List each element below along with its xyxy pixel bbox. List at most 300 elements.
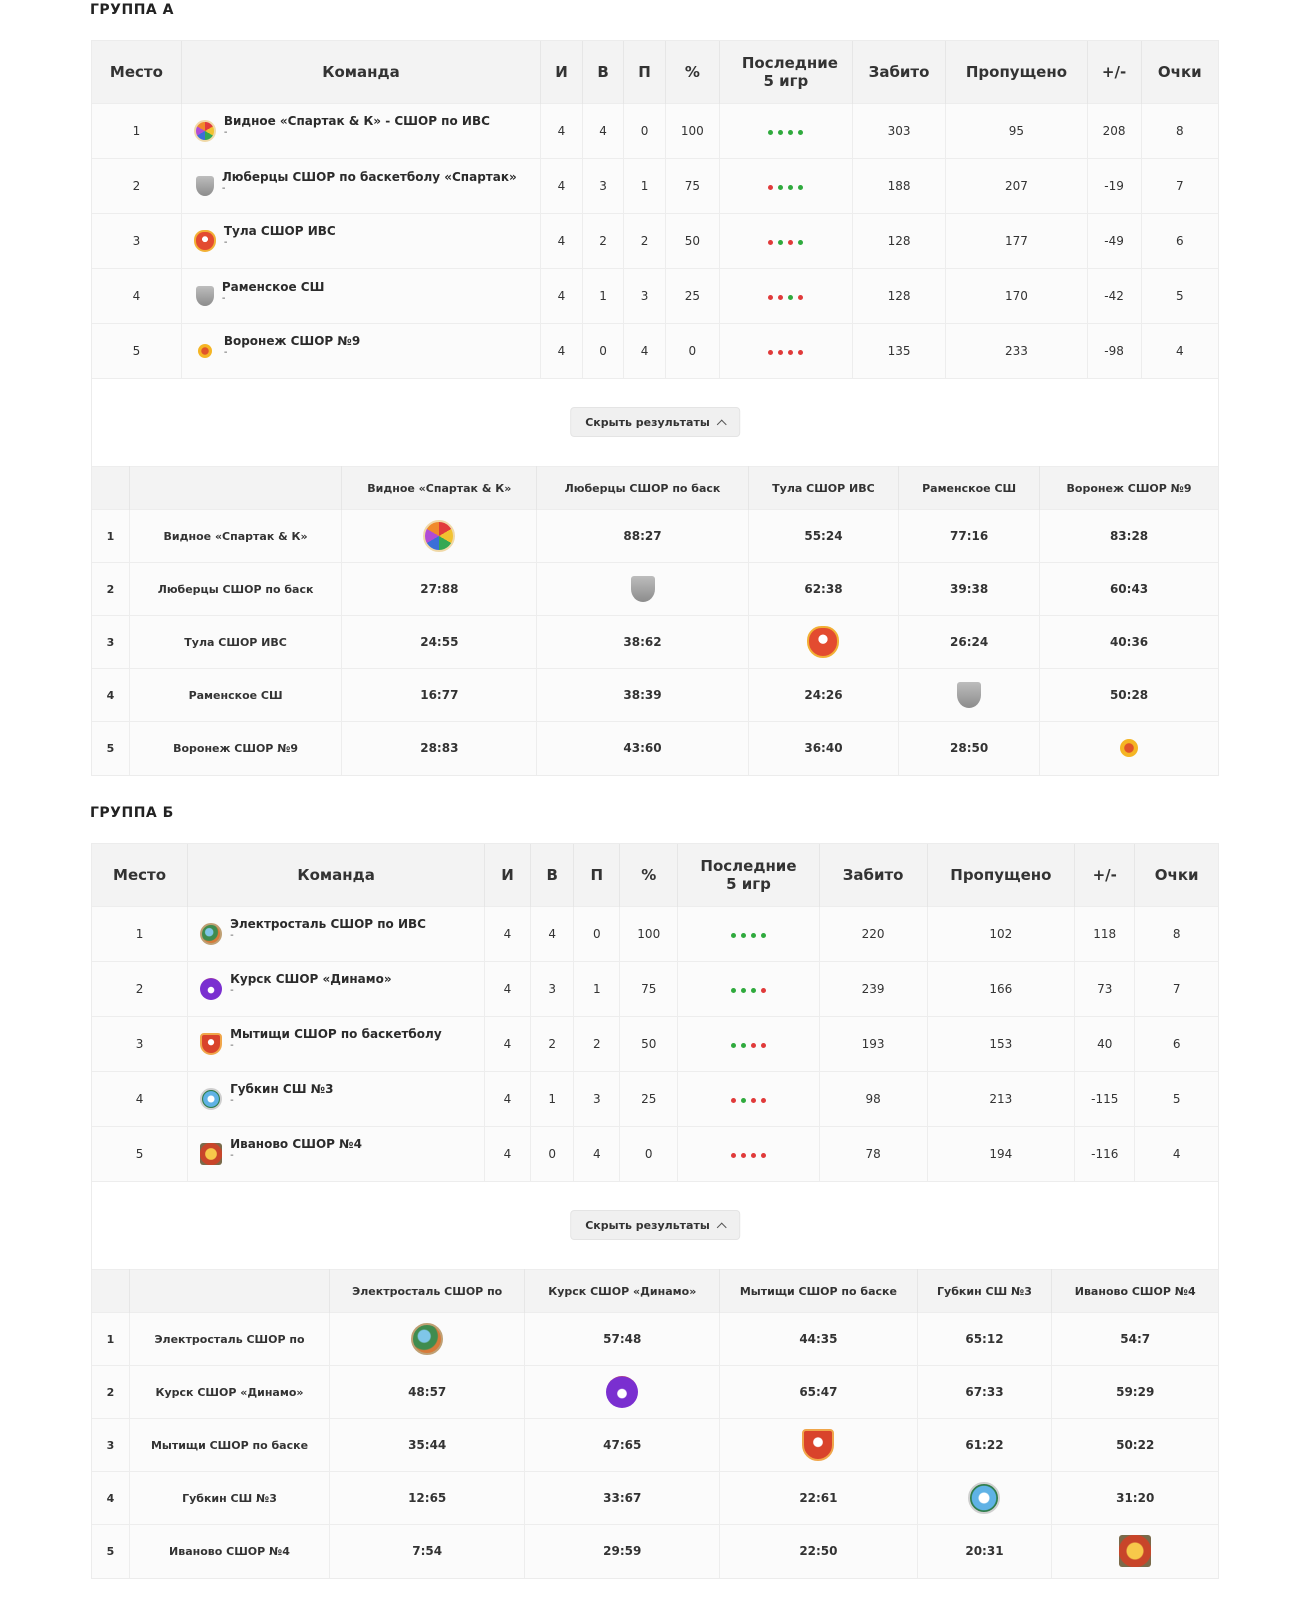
team-cell xyxy=(181,158,540,213)
place-cell: 5 xyxy=(92,1126,188,1181)
match-score[interactable]: 67:33 xyxy=(917,1366,1052,1419)
matrix-self-cell xyxy=(1040,722,1218,775)
win-dot-icon xyxy=(731,988,736,993)
diff-cell: -116 xyxy=(1075,1126,1135,1181)
match-score[interactable]: 50:22 xyxy=(1052,1419,1218,1472)
hide-results-button[interactable] xyxy=(570,1210,740,1240)
losses-cell: 4 xyxy=(574,1126,620,1181)
team-subtitle: - xyxy=(230,929,234,941)
match-score[interactable]: 22:50 xyxy=(720,1525,917,1578)
conceded-cell: 166 xyxy=(927,961,1075,1016)
matrix-row xyxy=(92,563,1218,616)
games-cell: 4 xyxy=(485,961,531,1016)
games-cell: 4 xyxy=(485,906,531,961)
win-dot-icon xyxy=(731,1043,736,1048)
team-logo-icon xyxy=(200,1033,222,1055)
team-name-link[interactable]: Курск СШОР «Динамо» xyxy=(230,971,392,986)
match-score[interactable]: 39:38 xyxy=(899,563,1040,616)
match-score[interactable]: 77:16 xyxy=(899,510,1040,563)
matrix-row xyxy=(92,669,1218,722)
pct-cell: 75 xyxy=(665,158,719,213)
wins-cell: 0 xyxy=(530,1126,574,1181)
loss-dot-icon xyxy=(741,1153,746,1158)
points-cell: 5 xyxy=(1141,268,1218,323)
games-cell: 4 xyxy=(541,103,583,158)
points-cell: 4 xyxy=(1135,1126,1218,1181)
form-cell xyxy=(678,906,819,961)
team-subtitle: - xyxy=(230,984,234,996)
wins-cell: 1 xyxy=(530,1071,574,1126)
chevron-up-icon xyxy=(716,1222,726,1232)
match-score[interactable]: 16:77 xyxy=(342,669,537,722)
wins-cell: 4 xyxy=(530,906,574,961)
header-pct[interactable]: % xyxy=(665,41,719,103)
scored-cell: 220 xyxy=(819,906,927,961)
team-logo-icon xyxy=(200,1143,222,1165)
conceded-cell: 213 xyxy=(927,1071,1075,1126)
match-score[interactable]: 48:57 xyxy=(330,1366,525,1419)
matrix-team-name[interactable]: Раменское СШ xyxy=(129,669,342,722)
team-cell xyxy=(181,268,540,323)
loss-dot-icon xyxy=(761,1043,766,1048)
loss-dot-icon xyxy=(768,240,773,245)
team-subtitle: - xyxy=(230,1094,234,1106)
points-cell: 7 xyxy=(1141,158,1218,213)
results-matrix xyxy=(92,1269,1218,1578)
form-cell xyxy=(678,1126,819,1181)
header-team[interactable]: Команда xyxy=(188,844,485,906)
hide-results-label: Скрыть результаты xyxy=(585,415,710,429)
win-dot-icon xyxy=(788,185,793,190)
match-score[interactable]: 36:40 xyxy=(748,722,898,775)
match-score[interactable]: 28:50 xyxy=(899,722,1040,775)
match-score[interactable]: 44:35 xyxy=(720,1313,917,1366)
header-conceded[interactable]: Пропущено xyxy=(946,41,1087,103)
team-logo-icon xyxy=(411,1323,443,1355)
team-cell xyxy=(188,1126,485,1181)
team-logo-icon xyxy=(957,682,981,708)
header-diff[interactable]: +/- xyxy=(1087,41,1141,103)
loss-dot-icon xyxy=(761,988,766,993)
pct-cell: 0 xyxy=(665,323,719,378)
losses-cell: 3 xyxy=(574,1071,620,1126)
header-pct[interactable]: % xyxy=(620,844,678,906)
team-logo-icon xyxy=(423,520,455,552)
table-row[interactable] xyxy=(92,323,1218,378)
header-last5[interactable]: Последние 5 игр xyxy=(719,41,852,103)
form-cell xyxy=(678,961,819,1016)
scored-cell: 239 xyxy=(819,961,927,1016)
matrix-row xyxy=(92,1472,1218,1525)
win-dot-icon xyxy=(741,1043,746,1048)
matrix-place: 3 xyxy=(92,1419,129,1472)
match-score[interactable]: 33:67 xyxy=(525,1472,720,1525)
place-cell: 4 xyxy=(92,1071,188,1126)
match-score[interactable]: 47:65 xyxy=(525,1419,720,1472)
points-cell: 8 xyxy=(1135,906,1218,961)
matrix-team-name[interactable]: Мытищи СШОР по баске xyxy=(129,1419,329,1472)
match-score[interactable]: 28:83 xyxy=(342,722,537,775)
matrix-team-name[interactable]: Тула СШОР ИВС xyxy=(129,616,342,669)
points-cell: 6 xyxy=(1135,1016,1218,1071)
win-dot-icon xyxy=(741,988,746,993)
team-subtitle: - xyxy=(230,1149,234,1161)
pct-cell: 100 xyxy=(665,103,719,158)
header-losses[interactable]: П xyxy=(624,41,666,103)
matrix-header-team: Электросталь СШОР по xyxy=(330,1270,525,1313)
diff-cell: -115 xyxy=(1075,1071,1135,1126)
match-score[interactable]: 62:38 xyxy=(748,563,898,616)
team-subtitle: - xyxy=(223,126,228,138)
wins-cell: 0 xyxy=(582,323,624,378)
match-score[interactable]: 38:39 xyxy=(537,669,749,722)
toggle-area xyxy=(92,1181,1218,1269)
win-dot-icon xyxy=(778,185,783,190)
matrix-team-name[interactable]: Люберцы СШОР по баск xyxy=(129,563,342,616)
matrix-row xyxy=(92,1313,1218,1366)
matrix-row xyxy=(92,1525,1218,1578)
matrix-team-name[interactable]: Электросталь СШОР по xyxy=(129,1313,329,1366)
team-name-link[interactable]: Мытищи СШОР по баскетболу xyxy=(230,1026,442,1041)
matrix-team-name[interactable]: Иваново СШОР №4 xyxy=(129,1525,329,1578)
pct-cell: 50 xyxy=(665,213,719,268)
team-subtitle: - xyxy=(221,182,226,194)
games-cell: 4 xyxy=(541,268,583,323)
matrix-row xyxy=(92,510,1218,563)
header-place[interactable]: Место xyxy=(92,41,181,103)
loss-dot-icon xyxy=(778,295,783,300)
loss-dot-icon xyxy=(798,350,803,355)
team-logo-icon xyxy=(196,286,214,306)
team-logo-icon xyxy=(200,1088,222,1110)
match-score[interactable]: 20:31 xyxy=(917,1525,1052,1578)
team-name-link[interactable]: Электросталь СШОР по ИВС xyxy=(230,916,426,931)
points-cell: 8 xyxy=(1141,103,1218,158)
form-cell xyxy=(719,103,852,158)
matrix-place: 2 xyxy=(92,1366,129,1419)
points-cell: 5 xyxy=(1135,1071,1218,1126)
team-name-link[interactable]: Воронеж СШОР №9 xyxy=(223,333,361,348)
team-cell xyxy=(188,1016,485,1071)
matrix-row xyxy=(92,1419,1218,1472)
loss-dot-icon xyxy=(798,295,803,300)
win-dot-icon xyxy=(798,240,803,245)
table-row[interactable] xyxy=(92,1126,1218,1181)
table-row[interactable] xyxy=(92,1071,1218,1126)
games-cell: 4 xyxy=(485,1016,531,1071)
matrix-header-team: Раменское СШ xyxy=(899,467,1040,510)
hide-results-label: Скрыть результаты xyxy=(585,1218,710,1232)
matrix-self-cell xyxy=(1052,1525,1218,1578)
match-score[interactable]: 65:47 xyxy=(720,1366,917,1419)
team-name-link[interactable]: Иваново СШОР №4 xyxy=(230,1136,362,1151)
scored-cell: 128 xyxy=(852,268,945,323)
matrix-header-empty xyxy=(92,1270,129,1313)
team-name-link[interactable]: Люберцы СШОР по баскетболу «Спартак» xyxy=(221,169,517,184)
diff-cell: 40 xyxy=(1075,1016,1135,1071)
win-dot-icon xyxy=(778,240,783,245)
matrix-self-cell xyxy=(917,1472,1052,1525)
header-games[interactable]: И xyxy=(485,844,531,906)
loss-dot-icon xyxy=(731,1153,736,1158)
wins-cell: 2 xyxy=(530,1016,574,1071)
matrix-row xyxy=(92,616,1218,669)
matrix-place: 3 xyxy=(92,616,129,669)
table-row[interactable] xyxy=(92,213,1218,268)
team-logo-icon xyxy=(1120,739,1138,757)
match-score[interactable]: 24:26 xyxy=(748,669,898,722)
table-row[interactable] xyxy=(92,961,1218,1016)
table-row[interactable] xyxy=(92,906,1218,961)
team-cell xyxy=(188,961,485,1016)
matrix-place: 5 xyxy=(92,1525,129,1578)
header-losses[interactable]: П xyxy=(574,844,620,906)
header-points[interactable]: Очки xyxy=(1135,844,1218,906)
match-score[interactable]: 59:29 xyxy=(1052,1366,1218,1419)
points-cell: 6 xyxy=(1141,213,1218,268)
conceded-cell: 177 xyxy=(946,213,1087,268)
standings-table xyxy=(92,41,1218,378)
win-dot-icon xyxy=(798,185,803,190)
loss-dot-icon xyxy=(768,295,773,300)
matrix-place: 5 xyxy=(92,722,129,775)
table-row[interactable] xyxy=(92,268,1218,323)
matrix-row xyxy=(92,722,1218,775)
group-b-title: ГРУППА Б xyxy=(90,805,174,821)
loss-dot-icon xyxy=(788,350,793,355)
table-row[interactable] xyxy=(92,158,1218,213)
match-score[interactable]: 43:60 xyxy=(537,722,749,775)
form-cell xyxy=(719,268,852,323)
match-score[interactable]: 57:48 xyxy=(525,1313,720,1366)
pct-cell: 50 xyxy=(620,1016,678,1071)
match-score[interactable]: 12:65 xyxy=(330,1472,525,1525)
team-logo-icon xyxy=(196,176,214,196)
match-score[interactable]: 38:62 xyxy=(537,616,749,669)
place-cell: 3 xyxy=(92,213,181,268)
match-score[interactable]: 27:88 xyxy=(342,563,537,616)
scored-cell: 98 xyxy=(819,1071,927,1126)
team-logo-icon xyxy=(200,978,222,1000)
win-dot-icon xyxy=(778,130,783,135)
conceded-cell: 207 xyxy=(946,158,1087,213)
win-dot-icon xyxy=(751,933,756,938)
header-diff[interactable]: +/- xyxy=(1075,844,1135,906)
match-score[interactable]: 7:54 xyxy=(330,1525,525,1578)
match-score[interactable]: 60:43 xyxy=(1040,563,1218,616)
match-score[interactable]: 26:24 xyxy=(899,616,1040,669)
match-score[interactable]: 31:20 xyxy=(1052,1472,1218,1525)
losses-cell: 1 xyxy=(574,961,620,1016)
place-cell: 4 xyxy=(92,268,181,323)
matrix-self-cell xyxy=(748,616,898,669)
diff-cell: 118 xyxy=(1075,906,1135,961)
scored-cell: 135 xyxy=(852,323,945,378)
scored-cell: 193 xyxy=(819,1016,927,1071)
team-name-link[interactable]: Губкин СШ №3 xyxy=(230,1081,334,1096)
matrix-self-cell xyxy=(720,1419,917,1472)
win-dot-icon xyxy=(768,130,773,135)
conceded-cell: 170 xyxy=(946,268,1087,323)
team-logo-icon xyxy=(200,923,222,945)
team-logo-icon xyxy=(198,344,212,358)
team-cell xyxy=(181,323,540,378)
matrix-team-name[interactable]: Курск СШОР «Динамо» xyxy=(129,1366,329,1419)
hide-results-button[interactable] xyxy=(570,407,740,437)
match-score[interactable]: 54:7 xyxy=(1052,1313,1218,1366)
scored-cell: 78 xyxy=(819,1126,927,1181)
match-score[interactable]: 83:28 xyxy=(1040,510,1218,563)
pct-cell: 25 xyxy=(665,268,719,323)
losses-cell: 2 xyxy=(624,213,666,268)
form-cell xyxy=(719,323,852,378)
wins-cell: 3 xyxy=(582,158,624,213)
team-logo-icon xyxy=(606,1376,638,1408)
match-score[interactable]: 88:27 xyxy=(537,510,749,563)
matrix-header-team: Воронеж СШОР №9 xyxy=(1040,467,1218,510)
conceded-cell: 95 xyxy=(946,103,1087,158)
team-logo-icon xyxy=(802,1429,834,1461)
chevron-up-icon xyxy=(716,419,726,429)
group-b-block xyxy=(91,843,1219,1579)
win-dot-icon xyxy=(751,988,756,993)
conceded-cell: 102 xyxy=(927,906,1075,961)
match-score[interactable]: 55:24 xyxy=(748,510,898,563)
wins-cell: 3 xyxy=(530,961,574,1016)
place-cell: 3 xyxy=(92,1016,188,1071)
team-name-link[interactable]: Тула СШОР ИВС xyxy=(223,223,336,238)
loss-dot-icon xyxy=(751,1153,756,1158)
scored-cell: 128 xyxy=(852,213,945,268)
team-cell xyxy=(181,213,540,268)
losses-cell: 4 xyxy=(624,323,666,378)
matrix-self-cell xyxy=(537,563,749,616)
header-points[interactable]: Очки xyxy=(1141,41,1218,103)
team-logo-icon xyxy=(631,576,655,602)
matrix-header-team: Курск СШОР «Динамо» xyxy=(525,1270,720,1313)
loss-dot-icon xyxy=(731,1098,736,1103)
match-score[interactable]: 40:36 xyxy=(1040,616,1218,669)
form-cell xyxy=(678,1071,819,1126)
matrix-header-empty xyxy=(129,467,342,510)
matrix-place: 1 xyxy=(92,510,129,563)
pct-cell: 25 xyxy=(620,1071,678,1126)
team-logo-icon xyxy=(968,1482,1000,1514)
place-cell: 5 xyxy=(92,323,181,378)
points-cell: 7 xyxy=(1135,961,1218,1016)
match-score[interactable]: 24:55 xyxy=(342,616,537,669)
win-dot-icon xyxy=(741,933,746,938)
loss-dot-icon xyxy=(778,350,783,355)
matrix-header-team: Мытищи СШОР по баске xyxy=(720,1270,917,1313)
header-scored[interactable]: Забито xyxy=(819,844,927,906)
scored-cell: 303 xyxy=(852,103,945,158)
matrix-place: 2 xyxy=(92,563,129,616)
diff-cell: -42 xyxy=(1087,268,1141,323)
standings-table xyxy=(92,844,1218,1181)
losses-cell: 1 xyxy=(624,158,666,213)
header-last5[interactable]: Последние 5 игр xyxy=(678,844,819,906)
matrix-place: 4 xyxy=(92,669,129,722)
match-score[interactable]: 35:44 xyxy=(330,1419,525,1472)
matrix-header-team: Люберцы СШОР по баск xyxy=(537,467,749,510)
games-cell: 4 xyxy=(541,213,583,268)
diff-cell: -49 xyxy=(1087,213,1141,268)
team-logo-icon xyxy=(807,626,839,658)
match-score[interactable]: 29:59 xyxy=(525,1525,720,1578)
loss-dot-icon xyxy=(761,1098,766,1103)
loss-dot-icon xyxy=(788,240,793,245)
matrix-team-name[interactable]: Губкин СШ №3 xyxy=(129,1472,329,1525)
wins-cell: 4 xyxy=(582,103,624,158)
matrix-team-name[interactable]: Воронеж СШОР №9 xyxy=(129,722,342,775)
team-subtitle: - xyxy=(223,236,228,248)
diff-cell: -98 xyxy=(1087,323,1141,378)
matrix-place: 1 xyxy=(92,1313,129,1366)
team-cell xyxy=(181,103,540,158)
games-cell: 4 xyxy=(541,158,583,213)
win-dot-icon xyxy=(798,130,803,135)
header-team[interactable]: Команда xyxy=(181,41,540,103)
results-matrix xyxy=(92,466,1218,775)
win-dot-icon xyxy=(788,130,793,135)
match-score[interactable]: 22:61 xyxy=(720,1472,917,1525)
team-cell xyxy=(188,1071,485,1126)
header-conceded[interactable]: Пропущено xyxy=(927,844,1075,906)
matrix-self-cell xyxy=(525,1366,720,1419)
match-score[interactable]: 50:28 xyxy=(1040,669,1218,722)
header-wins[interactable]: В xyxy=(582,41,624,103)
pct-cell: 100 xyxy=(620,906,678,961)
matrix-header-team: Иваново СШОР №4 xyxy=(1052,1270,1218,1313)
team-name-link[interactable]: Видное «Спартак & К» - СШОР по ИВС xyxy=(223,113,490,128)
matrix-self-cell xyxy=(330,1313,525,1366)
form-cell xyxy=(719,213,852,268)
win-dot-icon xyxy=(761,933,766,938)
header-scored[interactable]: Забито xyxy=(852,41,945,103)
loss-dot-icon xyxy=(751,1098,756,1103)
matrix-team-name[interactable]: Видное «Спартак & К» xyxy=(129,510,342,563)
win-dot-icon xyxy=(731,933,736,938)
diff-cell: -19 xyxy=(1087,158,1141,213)
team-logo-icon xyxy=(194,120,216,142)
match-score[interactable]: 61:22 xyxy=(917,1419,1052,1472)
loss-dot-icon xyxy=(751,1043,756,1048)
matrix-header-empty xyxy=(92,467,129,510)
pct-cell: 75 xyxy=(620,961,678,1016)
place-cell: 1 xyxy=(92,103,181,158)
header-place[interactable]: Место xyxy=(92,844,188,906)
team-subtitle: - xyxy=(230,1039,234,1051)
losses-cell: 3 xyxy=(624,268,666,323)
diff-cell: 73 xyxy=(1075,961,1135,1016)
toggle-area xyxy=(92,378,1218,466)
table-row[interactable] xyxy=(92,1016,1218,1071)
header-games[interactable]: И xyxy=(541,41,583,103)
scored-cell: 188 xyxy=(852,158,945,213)
match-score[interactable]: 65:12 xyxy=(917,1313,1052,1366)
loss-dot-icon xyxy=(761,1153,766,1158)
matrix-place: 4 xyxy=(92,1472,129,1525)
form-cell xyxy=(678,1016,819,1071)
group-a-block xyxy=(91,40,1219,776)
header-wins[interactable]: В xyxy=(530,844,574,906)
loss-dot-icon xyxy=(768,185,773,190)
points-cell: 4 xyxy=(1141,323,1218,378)
table-row[interactable] xyxy=(92,103,1218,158)
team-name-link[interactable]: Раменское СШ xyxy=(221,279,325,294)
matrix-header-empty xyxy=(129,1270,329,1313)
